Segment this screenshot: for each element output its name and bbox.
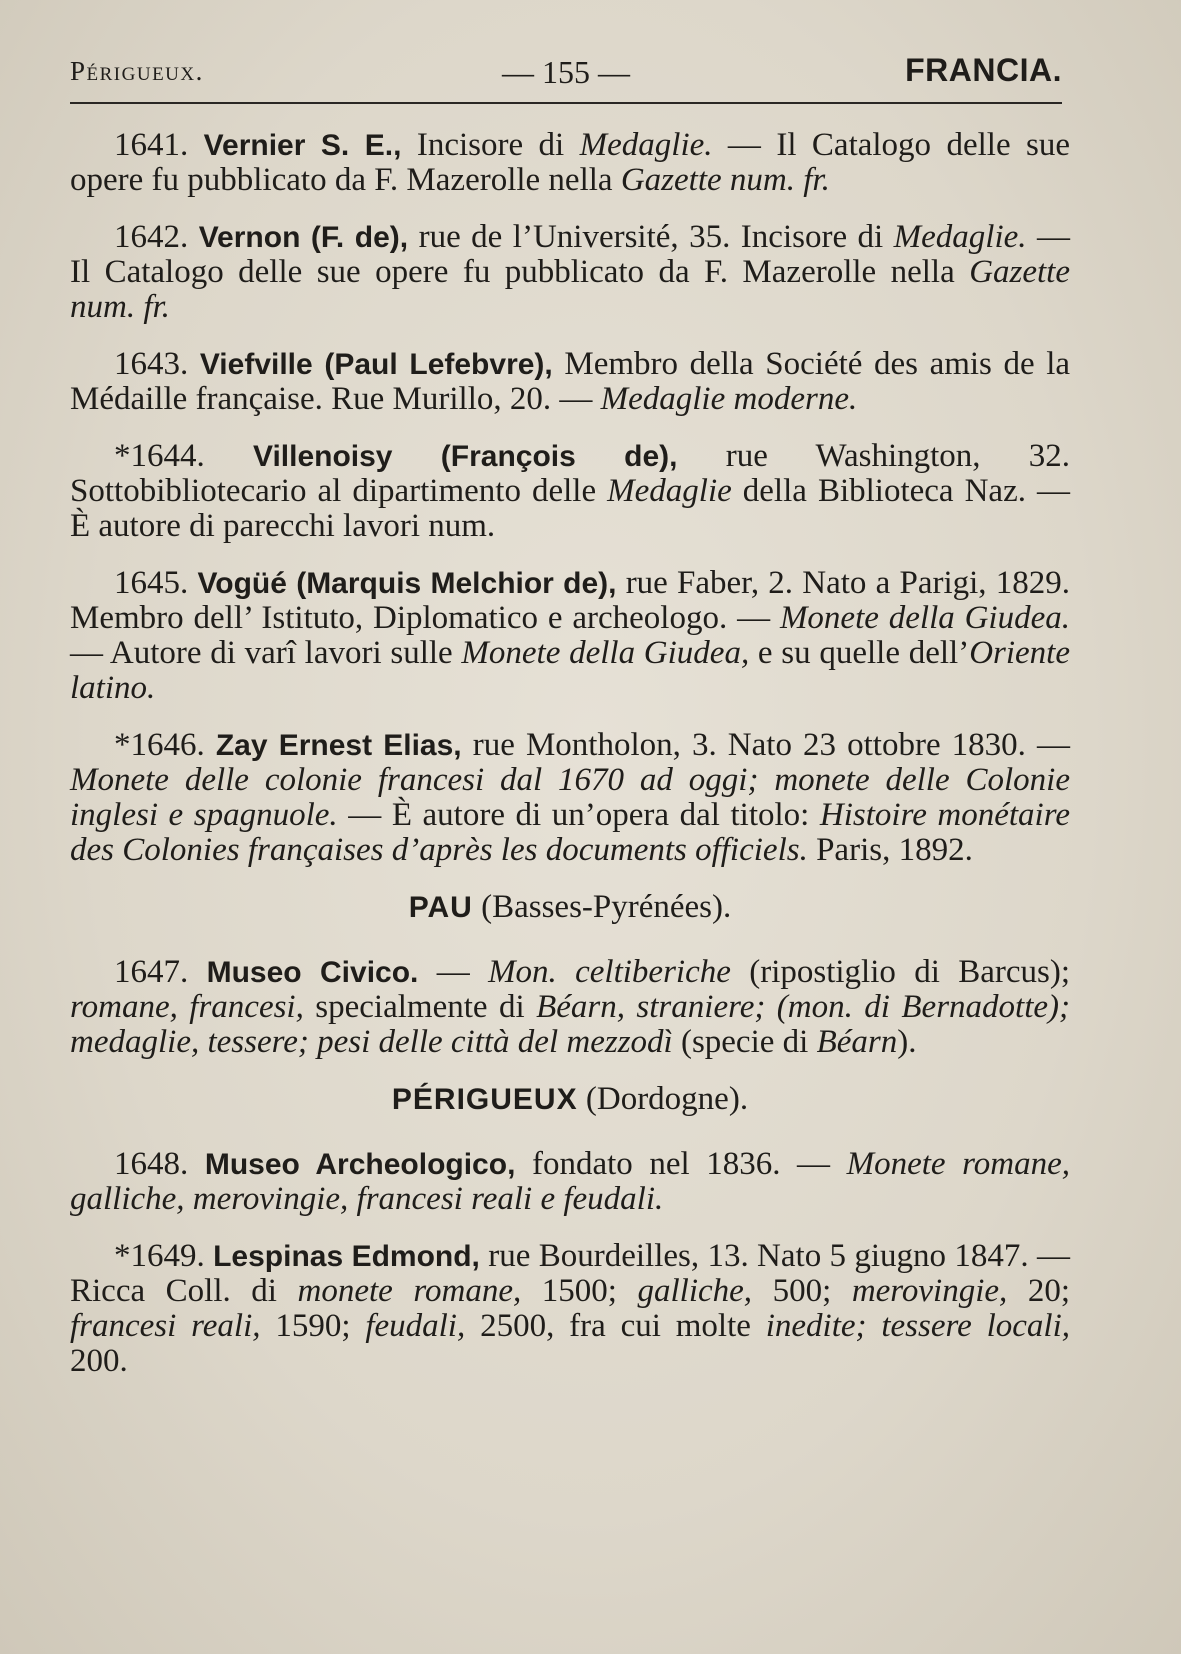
entry-name: Vernier S. E., <box>203 129 402 162</box>
entry-number: 1647. <box>114 954 189 990</box>
entry-italic: inedite; tessere locali, <box>765 1308 1070 1344</box>
entry-italic: Monete romane, galliche, merovingie, francesi reali e feudali. <box>70 1146 1070 1217</box>
running-head-right: FRANCIA. <box>905 52 1062 88</box>
page-number: — 155 — <box>502 54 630 90</box>
entry-italic: feudali, <box>365 1308 466 1344</box>
section-heading-pau <box>70 890 1070 925</box>
entry-1644 <box>70 439 1070 544</box>
entry-italic: Oriente latino. <box>70 635 1070 706</box>
entry-italic: Histoire monétaire des Colonies françaises d’après les documents officiels. <box>70 797 1070 868</box>
entry-number: *1644. <box>114 438 205 474</box>
entry-text: (specie di <box>672 1024 817 1060</box>
section-region: (Basses-Pyrénées). <box>472 889 732 925</box>
entry-italic: Monete della Giudea, <box>461 635 750 671</box>
entry-text: rue Montholon, 3. Nato 23 ottobre 1830. — <box>461 727 1071 763</box>
entry-italic: Gazette num. fr. <box>620 162 830 198</box>
entry-number: 1648. <box>114 1146 189 1182</box>
entry-italic: Medaglie moderne. <box>600 381 858 417</box>
entry-italic: Medaglie. <box>579 127 713 163</box>
entry-1646 <box>70 728 1070 868</box>
entry-italic: merovingie, <box>851 1273 1008 1309</box>
entry-text: Membro della Société des amis de la Médaille française. Rue Murillo, 20. — <box>70 346 1071 417</box>
entry-italic: Monete della Giudea. <box>779 600 1070 636</box>
entry-italic: francesi reali, <box>70 1308 261 1344</box>
entry-1648 <box>70 1147 1070 1217</box>
entry-italic: Béarn <box>816 1024 898 1060</box>
page-header <box>70 48 1062 104</box>
section-heading-perigueux <box>70 1082 1070 1117</box>
entry-1642 <box>70 220 1070 325</box>
entry-italic: Monete delle colonie francesi dal 1670 ad oggi; monete delle Colonie inglesi e spagnuole. <box>70 762 1070 833</box>
entry-name: Viefville (Paul Lefebvre), <box>199 348 553 381</box>
entry-name: Villenoisy (François de), <box>252 440 678 473</box>
entry-name: Museo Archeologico, <box>204 1148 516 1181</box>
entry-text: rue Faber, 2. Nato a Parigi, 1829. Membro dell’ Istituto, Diplomatico e archeologo. — <box>70 565 1070 636</box>
entry-italic: Mon. celtiberiche <box>488 954 731 990</box>
entry-1641 <box>70 128 1070 198</box>
entry-1643 <box>70 347 1070 417</box>
entry-text: rue de l’Université, 35. Incisore di <box>408 219 894 255</box>
entry-italic: galliche, <box>637 1273 753 1309</box>
entry-name: Vernon (F. de), <box>198 221 409 254</box>
entry-name: Zay Ernest Elias, <box>215 729 462 762</box>
entry-italic: Medaglie. <box>893 219 1027 255</box>
entry-text: e su quelle dell’ <box>749 635 970 671</box>
entry-name: Museo Civico. <box>206 956 419 989</box>
entry-text: (ripostiglio di Barcus); <box>730 954 1071 990</box>
section-city: PAU <box>408 891 473 924</box>
entry-1645 <box>70 566 1070 706</box>
entry-text: della Biblioteca Naz. — È autore di parecchi lavori num. <box>70 473 1070 544</box>
entry-italic: Béarn, straniere; (mon. di Bernadotte); medaglie, tessere; pesi delle città del mezzodì <box>70 989 1071 1060</box>
entry-1649 <box>70 1239 1070 1379</box>
entry-italic: monete romane, <box>297 1273 522 1309</box>
running-head-left: Périgueux. <box>70 56 204 86</box>
entry-number: *1646. <box>114 727 205 763</box>
entry-text: Incisore di <box>401 127 580 163</box>
entry-name: Lespinas Edmond, <box>213 1240 480 1273</box>
entry-text: 1500; <box>521 1273 638 1309</box>
entry-number: 1642. <box>114 219 189 255</box>
entry-number: 1645. <box>114 565 189 601</box>
entry-text: 1590; <box>260 1308 366 1344</box>
entry-text: 2500, fra cui molte <box>465 1308 766 1344</box>
entry-text: — Il Catalogo delle sue opere fu pubblicato da F. Mazerolle nella <box>70 219 1070 290</box>
entry-text: Paris, 1892. <box>807 832 973 868</box>
entry-text: — È autore di un’opera dal titolo: <box>337 797 820 833</box>
entry-text: ). <box>897 1024 917 1060</box>
entry-italic: Medaglie <box>607 473 732 509</box>
entry-text: rue Washington, 32. Sottobibliotecario al dipartimento delle <box>70 438 1071 509</box>
entry-text: 200. <box>70 1343 128 1379</box>
entry-text: — Autore di varî lavori sulle <box>70 635 462 671</box>
entry-number: 1641. <box>114 127 189 163</box>
entry-text: rue Bourdeilles, 13. Nato 5 giugno 1847. — Ricca Coll. di <box>70 1238 1070 1309</box>
entry-text: — Il Catalogo delle sue opere fu pubblicato da F. Mazerolle nella <box>70 127 1071 198</box>
entry-text: fondato nel 1836. — <box>515 1146 847 1182</box>
entry-text: 500; <box>752 1273 852 1309</box>
entry-text: — <box>418 954 489 990</box>
entry-italic: romane, francesi, <box>70 989 304 1025</box>
page-body <box>70 128 1070 1401</box>
entry-1647 <box>70 955 1070 1060</box>
section-region: (Dordogne). <box>577 1081 749 1117</box>
entry-name: Vogüé (Marquis Melchior de), <box>197 567 617 600</box>
entry-italic: Gazette num. fr. <box>70 254 1070 325</box>
entry-text: specialmente di <box>303 989 537 1025</box>
entry-text: 20; <box>1007 1273 1071 1309</box>
section-city: PÉRIGUEUX <box>391 1083 578 1116</box>
entry-number: *1649. <box>114 1238 205 1274</box>
entry-number: 1643. <box>114 346 189 382</box>
